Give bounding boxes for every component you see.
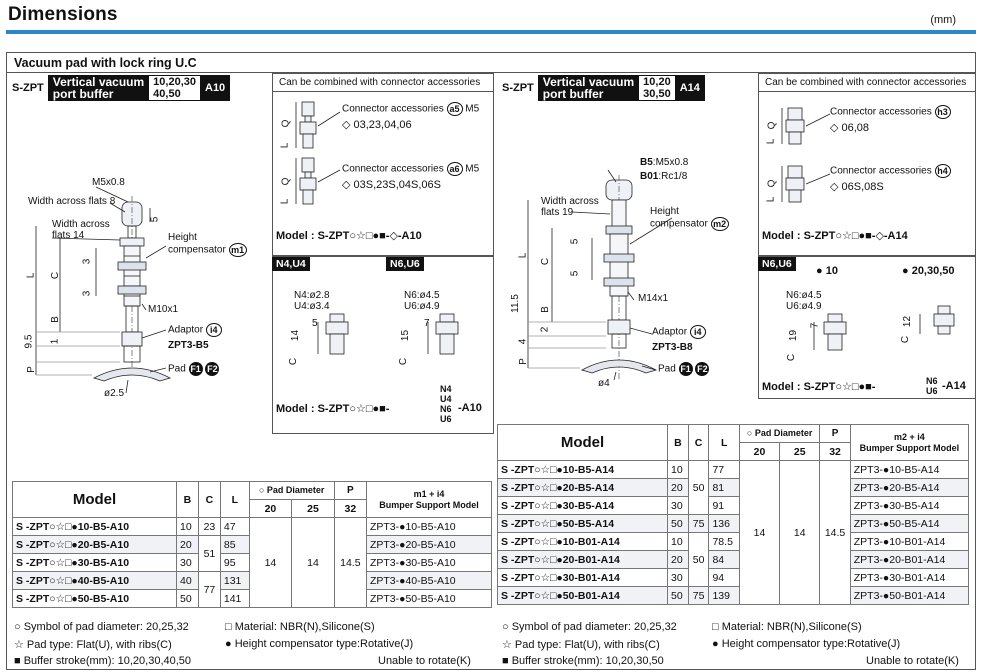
nu-option-20-50: ● 20,30,50 xyxy=(902,265,955,277)
dim-C-nu-2: C xyxy=(398,357,410,366)
table-row: S -ZPT○☆□●20-B5-A10 20 51 85 ZPT3-●20-B5-A10 xyxy=(13,536,492,554)
dim-12-r: 12 xyxy=(902,315,914,328)
col-d32: 32 xyxy=(820,443,850,461)
dim-5-lower-r: 5 xyxy=(569,270,581,277)
legend-unable-rotate: Unable to rotate(K) xyxy=(378,655,471,667)
col-model: Model xyxy=(13,482,177,518)
legend-pad-diameter: ○ Symbol of pad diameter: 20,25,32 xyxy=(14,621,189,633)
h3-code: h3 xyxy=(935,105,951,119)
table-row: S -ZPT○☆□●10-B01-A14 10 50 78.5 ZPT3-●10-B01-A14 xyxy=(498,533,969,551)
dim-4-r: 4 xyxy=(517,338,529,345)
legend-pad-type-r: ☆ Pad type: Flat(U), with ribs(C) xyxy=(502,639,660,651)
series-name: Vertical vacuum port buffer xyxy=(48,75,149,101)
dim-C-nu-1: C xyxy=(288,357,300,366)
height-compensator-label: Height compensator m1 xyxy=(168,232,247,257)
nu-header-n6u6-r: N6,U6 xyxy=(758,257,796,271)
dim-P-r: P xyxy=(517,358,529,365)
h4-code: h4 xyxy=(935,164,951,178)
i4-code-r: i4 xyxy=(690,325,706,339)
connector-options-a5: ◇ 03,23,04,06 xyxy=(342,119,412,131)
thread-b01-label: B01:Rc1/8 xyxy=(640,171,688,182)
adaptor-label: Adaptor i4 xyxy=(168,323,222,337)
dim-5: 5 xyxy=(149,216,161,223)
dim-C: C xyxy=(50,271,62,280)
dim-B: B xyxy=(49,316,61,323)
legend-stroke: ■ Buffer stroke(mm): 10,20,30,40,50 xyxy=(14,655,192,667)
connector-options-a6: ◇ 03S,23S,04S,06S xyxy=(342,179,441,191)
nu-header-n6u6: N6,U6 xyxy=(386,257,424,271)
col-d20: 20 xyxy=(739,443,779,461)
col-bumper: m2 + i4 Bumper Support Model xyxy=(850,425,968,461)
dim-Q-r2: Q xyxy=(766,179,778,188)
series-label: S-ZPT xyxy=(502,82,534,94)
col-b: B xyxy=(668,425,689,461)
dim-19-r: 19 xyxy=(788,329,800,342)
col-d25: 25 xyxy=(292,500,335,518)
dim-Q-2: Q xyxy=(280,177,292,186)
dim-11.5-r: 11.5 xyxy=(509,294,521,313)
dim-1: 1 xyxy=(49,338,61,345)
legend-material-r: □ Material: NBR(N),Silicone(S) xyxy=(712,621,862,633)
series-code: A10 xyxy=(200,75,230,101)
dim-5-upper-r: 5 xyxy=(569,238,581,245)
series-code: A14 xyxy=(675,75,705,101)
section-title: Vacuum pad with lock ring U.C xyxy=(14,56,197,70)
col-b: B xyxy=(177,482,199,518)
col-c: C xyxy=(198,482,220,518)
col-model: Model xyxy=(498,425,668,461)
connector-options-h4: ◇ 06S,08S xyxy=(830,181,884,193)
f1-badge: F1 xyxy=(190,364,201,374)
dim-P: P xyxy=(25,366,37,373)
dim-L: L xyxy=(25,272,37,279)
n4u4-diameters: N4:ø2.8 U4:ø3.4 xyxy=(294,290,330,312)
n6u6-diameters: N6:ø4.5 U6:ø4.9 xyxy=(404,290,440,312)
a5-code: a5 xyxy=(447,102,463,116)
dim-15: 15 xyxy=(400,329,412,342)
unit-label: (mm) xyxy=(930,14,956,26)
nu-model-code: Model : S-ZPT○☆□●■- xyxy=(276,403,390,415)
col-p: P xyxy=(820,425,850,443)
legend-unable-rotate-r: Unable to rotate(K) xyxy=(866,655,959,667)
nu-suffix-end: -A10 xyxy=(458,402,482,414)
dim-C-nu-r2: C xyxy=(900,335,912,344)
connector-item-a6: Connector accessories a6 M5 xyxy=(342,163,480,175)
table-row: S -ZPT○☆□●50-B5-A14 50 75 136 ZPT3-●50-B5-A14 xyxy=(498,515,969,533)
thread-m10-label: M10x1 xyxy=(148,304,179,315)
dim-7-r: 7 xyxy=(809,322,821,329)
connector-box-header: Can be combined with connector accessories xyxy=(759,74,975,92)
connector-box-header: Can be combined with connector accessories xyxy=(273,74,493,92)
height-compensator-label-r: Height compensator m2 xyxy=(650,206,729,231)
table-row: S -ZPT○☆□●30-B5-A14 30 91 ZPT3-●30-B5-A14 xyxy=(498,497,969,515)
thread-m5-label: M5x0.8 xyxy=(92,177,125,188)
right-spec-table xyxy=(497,424,969,605)
legend-stroke-r: ■ Buffer stroke(mm): 10,20,30,50 xyxy=(502,655,664,667)
connector-item-h4: Connector accessories h4 xyxy=(830,164,951,178)
table-row: S -ZPT○☆□●50-B5-A10 50 141 ZPT3-●50-B5-A10 xyxy=(13,590,492,608)
col-d32: 32 xyxy=(334,500,366,518)
col-pad-diameter: ○ Pad Diameter xyxy=(739,425,819,443)
f2-badge: F2 xyxy=(697,364,708,374)
bore-diameter-label-r: ø4 xyxy=(598,378,610,389)
legend-material: □ Material: NBR(N),Silicone(S) xyxy=(225,621,375,633)
dim-B-r: B xyxy=(539,306,551,313)
connector-model-code: Model : S-ZPT○☆□●■-◇-A10 xyxy=(276,230,422,242)
table-row: S -ZPT○☆□●50-B01-A14 50 75 139 ZPT3-●50-B01-A14 xyxy=(498,587,969,605)
f2-badge: F2 xyxy=(207,364,218,374)
f1-badge: F1 xyxy=(680,364,691,374)
legend-pad-diameter-r: ○ Symbol of pad diameter: 20,25,32 xyxy=(502,621,677,633)
connector-item-h3: Connector accessories h3 xyxy=(830,105,951,119)
nu-suffix-end-r: -A14 xyxy=(942,380,966,392)
connector-model-code-r: Model : S-ZPT○☆□●■-◇-A14 xyxy=(762,230,908,242)
dim-9.5: 9.5 xyxy=(23,334,35,349)
col-l: L xyxy=(220,482,249,518)
width-across-flats-14-label: Width across flats 14 xyxy=(52,219,110,241)
pad-label: Pad F1 F2 xyxy=(168,363,218,375)
n6u6-diameters-r: N6:ø4.5 U6:ø4.9 xyxy=(786,290,822,312)
col-l: L xyxy=(709,425,739,461)
dim-3-upper: 3 xyxy=(81,258,93,265)
nu-model-code-r: Model : S-ZPT○☆□●■- xyxy=(762,381,876,393)
nu-option-10: ● 10 xyxy=(816,265,838,277)
dim-3-lower: 3 xyxy=(81,290,93,297)
dim-L-r1: L xyxy=(765,138,777,145)
connector-options-h3: ◇ 06,08 xyxy=(830,122,870,134)
thread-b5-label: B5:M5x0.8 xyxy=(640,157,689,168)
m2-code: m2 xyxy=(711,217,729,231)
dim-L-1: L xyxy=(279,142,291,149)
dim-L-2: L xyxy=(279,198,291,205)
col-c: C xyxy=(688,425,709,461)
col-d20: 20 xyxy=(249,500,292,518)
m1-code: m1 xyxy=(229,243,247,257)
nu-suffix-list: N4 U4 N6 U6 xyxy=(440,384,452,424)
col-bumper: m1 + i4 Bumper Support Model xyxy=(366,482,491,518)
table-row: S -ZPT○☆□●10-B5-A14 10 50 77 14 14 14.5 ZPT3-●10-B5-A14 xyxy=(498,461,969,479)
stroke-values: 10,20 30,50 xyxy=(639,75,675,101)
dim-Q-1: Q xyxy=(280,119,292,128)
stroke-values: 10,20,30 40,50 xyxy=(149,75,200,101)
nu-suffix-list-r: N6 U6 xyxy=(926,376,938,396)
dim-5-nu: 5 xyxy=(312,318,318,329)
connector-item-a5: Connector accessories a5 M5 xyxy=(342,103,480,115)
thread-m14-label: M14x1 xyxy=(638,293,669,304)
table-row: S -ZPT○☆□●30-B01-A14 30 94 ZPT3-●30-B01-A14 xyxy=(498,569,969,587)
dim-14: 14 xyxy=(290,329,302,342)
adaptor-model: ZPT3-B5 xyxy=(168,340,209,351)
col-d25: 25 xyxy=(780,443,820,461)
table-row: S -ZPT○☆□●20-B5-A14 20 81 ZPT3-●20-B5-A14 xyxy=(498,479,969,497)
width-across-flats-19-label: Width across flats 19 xyxy=(541,196,599,218)
col-pad-diameter: ○ Pad Diameter xyxy=(249,482,334,500)
legend-compensator: ● Height compensator type:Rotative(J) xyxy=(225,638,414,650)
a6-code: a6 xyxy=(447,162,463,176)
width-across-flats-8-label: Width across flats 8 xyxy=(28,196,116,207)
bore-diameter-label: ø2.5 xyxy=(104,388,125,399)
dim-L-r: L xyxy=(517,252,529,259)
dim-C-nu-r1: C xyxy=(786,353,798,362)
nu-header-n4u4: N4,U4 xyxy=(272,257,310,271)
page-title: Dimensions xyxy=(8,4,118,25)
dim-C-r: C xyxy=(540,257,552,266)
table-row: S -ZPT○☆□●10-B5-A10 10 23 47 14 14 14.5 ZPT3-●10-B5-A10 xyxy=(13,518,492,536)
legend-compensator-r: ● Height compensator type:Rotative(J) xyxy=(712,638,901,650)
dim-2-r: 2 xyxy=(539,326,551,333)
table-row: S -ZPT○☆□●30-B5-A10 30 95 ZPT3-●30-B5-A10 xyxy=(13,554,492,572)
adaptor-model-r: ZPT3-B8 xyxy=(652,342,693,353)
col-p: P xyxy=(334,482,366,500)
table-row: S -ZPT○☆□●20-B01-A14 20 84 ZPT3-●20-B01-A14 xyxy=(498,551,969,569)
dim-Q-r1: Q xyxy=(766,121,778,130)
pad-label-r: Pad F1 F2 xyxy=(658,363,708,375)
adaptor-label-r: Adaptor i4 xyxy=(652,325,706,339)
i4-code: i4 xyxy=(206,323,222,337)
dim-L-r2: L xyxy=(765,196,777,203)
dim-7-nu: 7 xyxy=(424,318,430,329)
series-name: Vertical vacuum port buffer xyxy=(538,75,639,101)
table-row: S -ZPT○☆□●40-B5-A10 40 77 131 ZPT3-●40-B5-A10 xyxy=(13,572,492,590)
legend-pad-type: ☆ Pad type: Flat(U), with ribs(C) xyxy=(14,639,172,651)
series-label: S-ZPT xyxy=(12,82,44,94)
